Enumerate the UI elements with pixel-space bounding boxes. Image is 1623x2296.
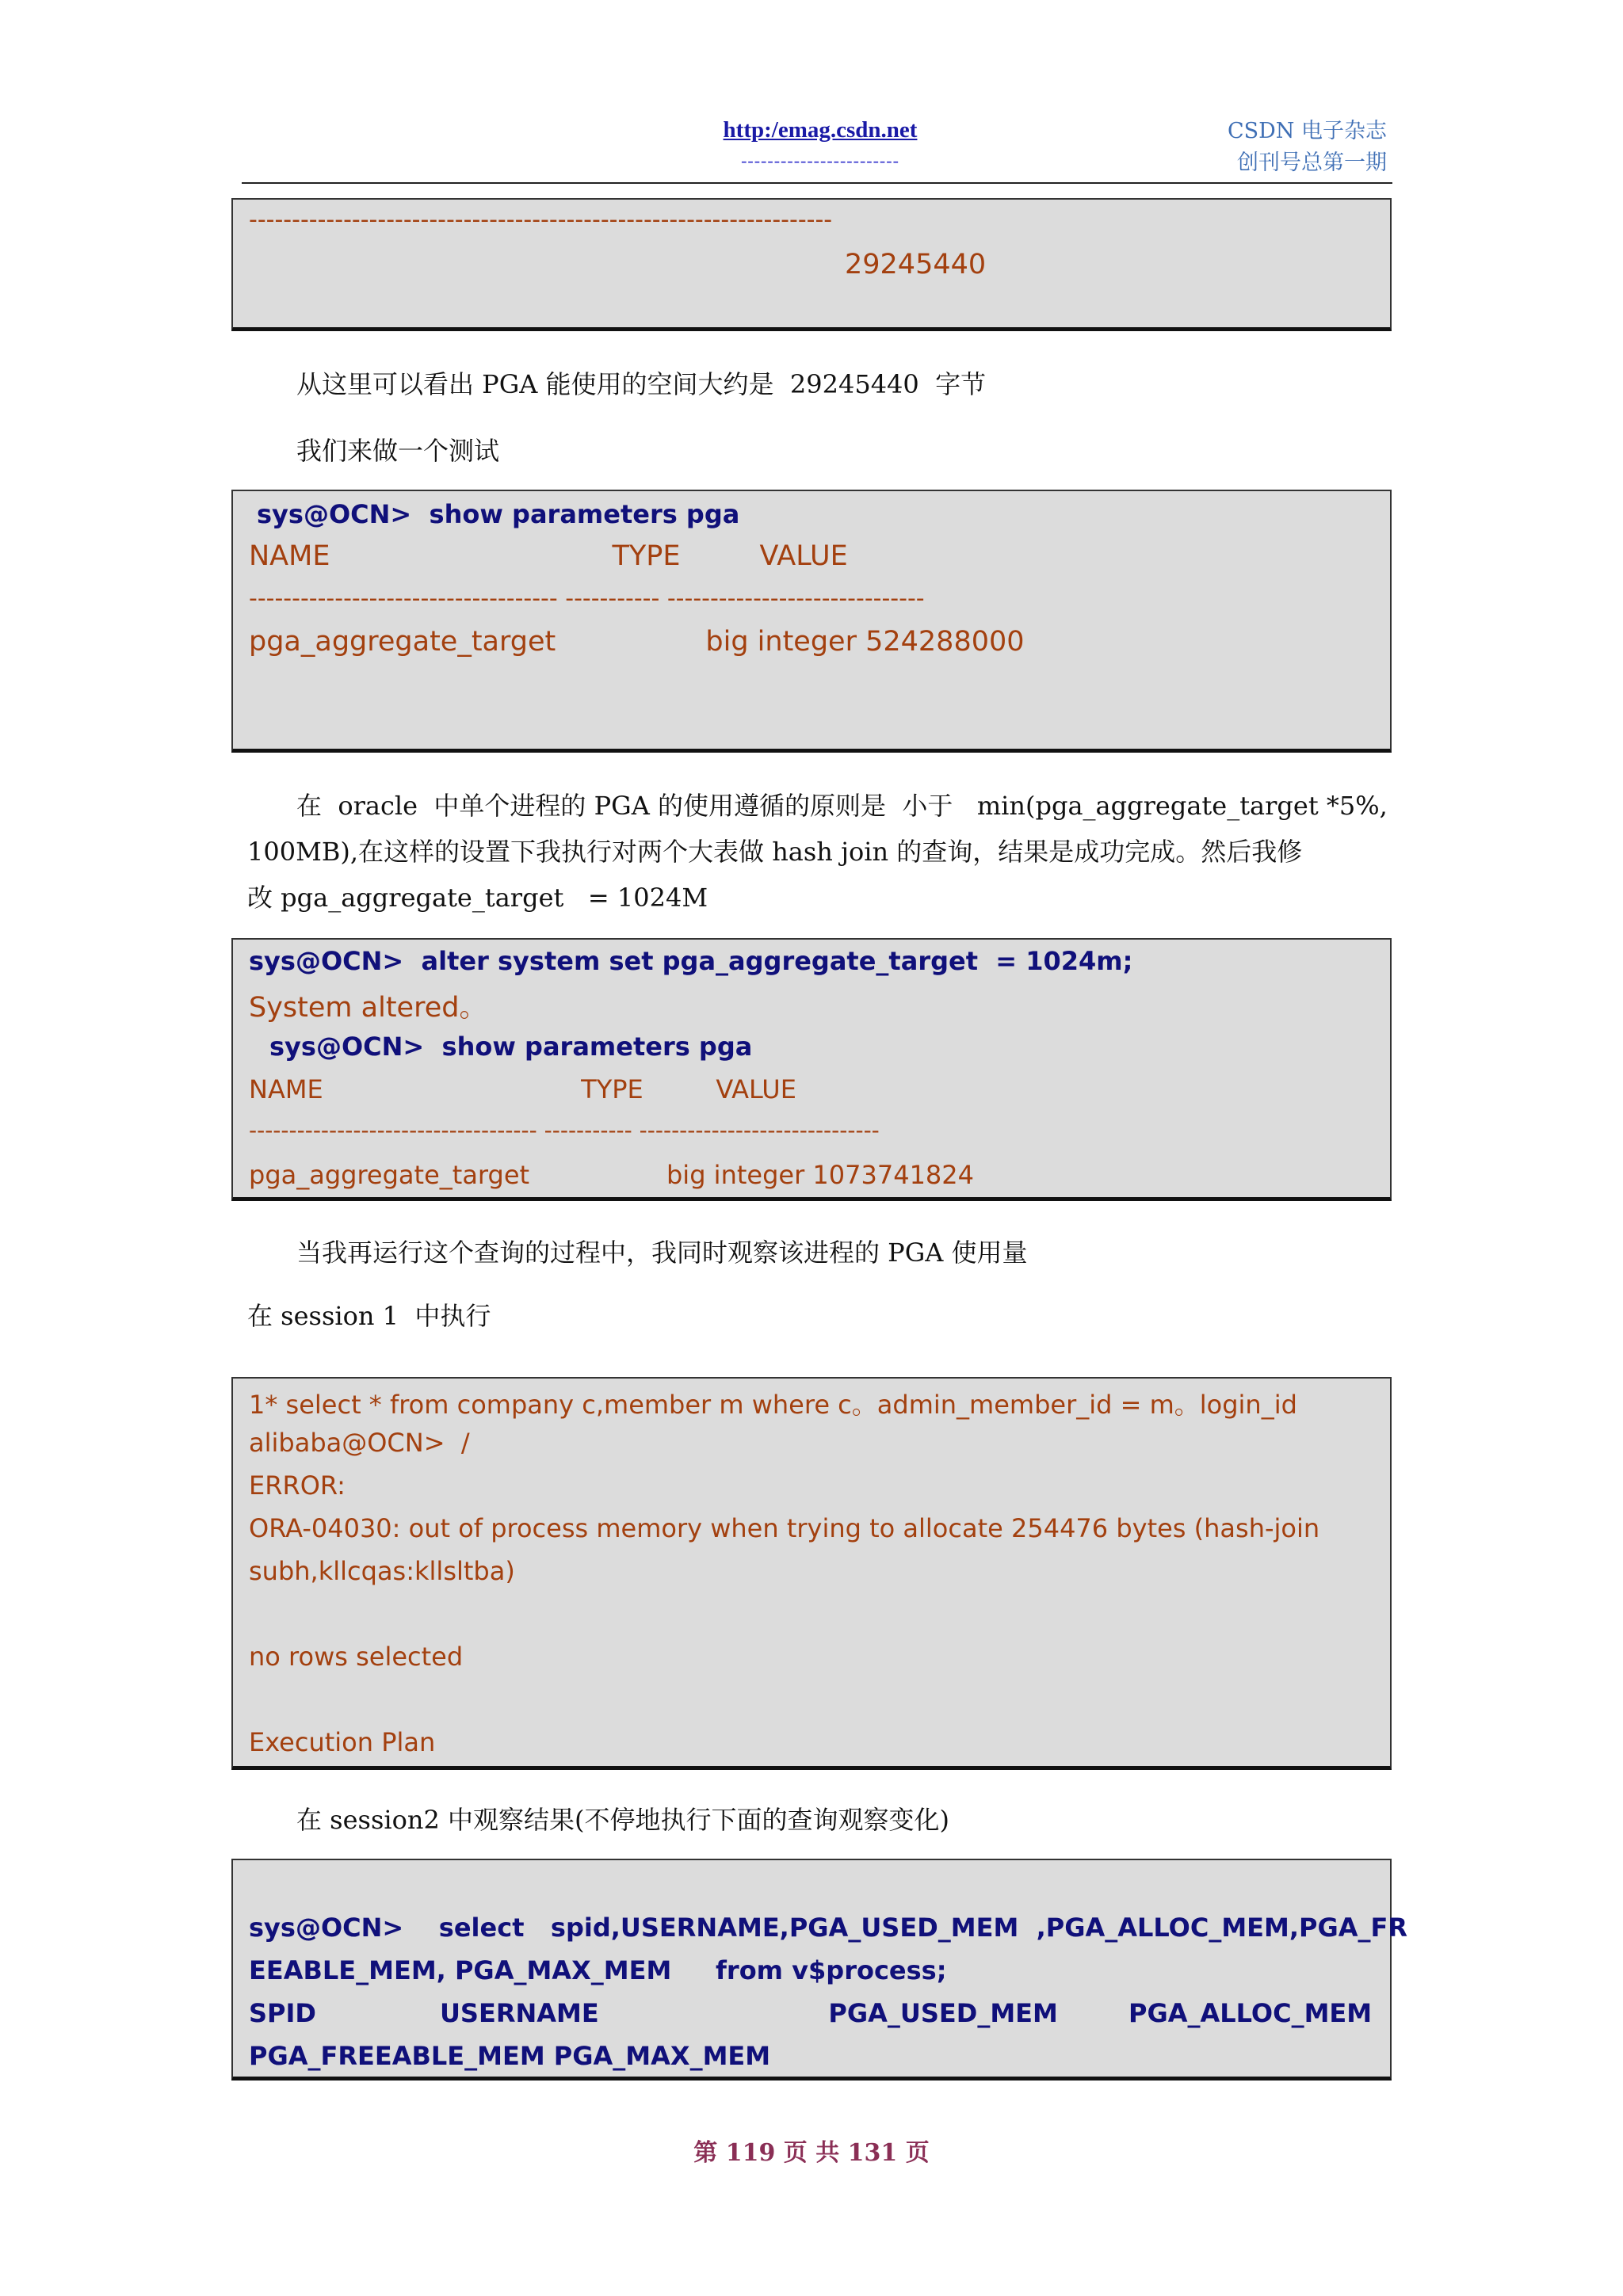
header-link[interactable]: http:/emag.csdn.net <box>723 117 918 143</box>
header-magazine-title <box>1173 116 1387 179</box>
paragraph-observe: 当我再运行这个查询的过程中，我同时观察该进程的 PGA 使用量 <box>296 1238 1028 1268</box>
code-value: 29245440 <box>845 249 987 280</box>
header-link-underline: ------------------------ <box>741 151 899 170</box>
code-error-message: ORA-04030: out of process memory when trying to allocate 254476 bytes (hash-join <box>249 1513 1320 1543</box>
code-line: Execution Plan <box>249 1727 436 1757</box>
code-column-headers: SPID USERNAME PGA_USED_MEM PGA_ALLOC_MEM <box>249 1998 1373 2028</box>
code-line: subh,kllcqas:kllsltba) <box>249 1556 515 1586</box>
code-dashes: -------------------------------------------------------------------- <box>249 206 833 234</box>
code-command: EEABLE_MEM, PGA_MAX_MEM from v$process; <box>249 1955 947 1985</box>
code-line: no rows selected <box>249 1642 464 1672</box>
paragraph-pga-rule-line3: 改 pga_aggregate_target = 1024M <box>247 883 708 913</box>
code-dashes: ------------------------------------ ----------- ------------------------------ <box>249 1117 880 1143</box>
code-box-show-parameters <box>231 490 1392 753</box>
code-line: ERROR: <box>249 1470 346 1501</box>
magazine-name: CSDN 电子杂志 <box>1227 119 1387 143</box>
page-number: 第 119 页 共 131 页 <box>693 2139 930 2167</box>
code-command: sys@OCN> select spid,USERNAME,PGA_USED_MEM ,PGA_ALLOC_MEM,PGA_FR <box>249 1913 1408 1943</box>
code-command: sys@OCN> show parameters pga <box>269 1032 753 1062</box>
code-command: sys@OCN> alter system set pga_aggregate_target = 1024m; <box>249 946 1133 976</box>
paragraph-session1: 在 session 1 中执行 <box>247 1301 491 1331</box>
code-table-header: NAME TYPE VALUE <box>249 540 848 572</box>
code-row: pga_aggregate_target big integer 524288000 <box>249 626 1025 658</box>
code-box-alter-system <box>231 938 1392 1201</box>
header-rule <box>242 182 1392 184</box>
code-box-session1-error <box>231 1377 1392 1770</box>
paragraph-pga-rule-line2: 100MB),在这样的设置下我执行对两个大表做 hash join 的查询，结果是成功完成。然后我修 <box>247 837 1303 867</box>
code-row: pga_aggregate_target big integer 1073741824 <box>249 1160 974 1190</box>
code-line: alibaba@OCN> / <box>249 1428 470 1458</box>
code-table-header: NAME TYPE VALUE <box>249 1074 796 1104</box>
paragraph-session2: 在 session2 中观察结果(不停地执行下面的查询观察变化) <box>296 1805 949 1835</box>
code-dashes: ------------------------------------ ----------- ------------------------------ <box>249 585 925 612</box>
code-box-session2-query <box>231 1859 1408 2081</box>
paragraph-test: 我们来做一个测试 <box>296 436 500 466</box>
paragraph-pga-space: 从这里可以看出 PGA 能使用的空间大约是 29245440 字节 <box>296 369 987 399</box>
code-box-pga-value <box>231 198 1392 331</box>
code-output: System altered。 <box>249 992 487 1024</box>
code-line: 1* select * from company c,member m where c。admin_member_id = m。login_id <box>249 1390 1297 1420</box>
code-command: sys@OCN> show parameters pga <box>257 499 740 529</box>
magazine-issue: 创刊号总第一期 <box>1237 151 1387 175</box>
paragraph-pga-rule-line1: 在 oracle 中单个进程的 PGA 的使用遵循的原则是 小于 min(pga_aggregate_target *5%, <box>296 791 1388 821</box>
code-column-headers: PGA_FREEABLE_MEM PGA_MAX_MEM <box>249 2041 771 2071</box>
